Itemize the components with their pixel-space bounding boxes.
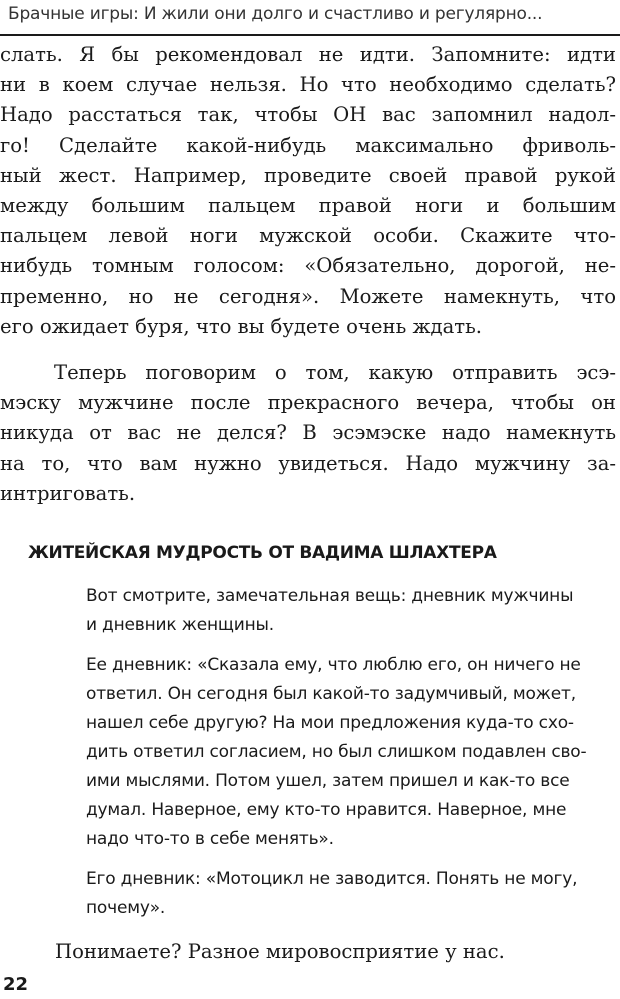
wisdom-paragraph [86, 865, 616, 923]
text-line: нибудь томным голосом: «Обязательно, дорогой, не- [0, 254, 616, 278]
text-line: интриговать. [0, 481, 136, 505]
text-line: никуда от вас не делся? В эсэмэске надо намекнуть [0, 421, 616, 445]
text-line: дить ответил согласием, но был слишком подавлен сво- [86, 742, 587, 762]
text-line: ответил. Он сегодня был какой-то задумчивый, может, [86, 684, 576, 704]
text-line: ни в коем случае нельзя. Но что необходимо сделать? [0, 73, 616, 97]
text-line: го! Сделайте какой-нибудь максимально фриволь- [0, 133, 616, 157]
text-line: пременно, но не сегодня». Можете намекнуть, что [0, 284, 616, 308]
text-line: Его дневник: «Мотоцикл не заводится. Понять не могу, [86, 869, 578, 889]
wisdom-paragraph [86, 651, 616, 854]
body-paragraph [0, 40, 616, 342]
text-line: думал. Наверное, ему кто-то нравится. Наверное, мне [86, 800, 567, 820]
body-text [0, 40, 616, 509]
text-line: Теперь поговорим о том, какую отправить эсэ- [54, 361, 616, 385]
text-line: слать. Я бы рекомендовал не идти. Запомните: идти [0, 43, 616, 66]
running-header: Брачные игры: И жили они долго и счастливо и регулярно... [8, 4, 543, 24]
closing-line: Понимаете? Разное мировосприятие у нас. [55, 940, 505, 963]
text-line: и дневник женщины. [86, 615, 274, 635]
text-line: надо что-то в себе менять». [86, 829, 334, 849]
text-line: почему». [86, 898, 166, 918]
text-line: мэску мужчине после прекрасного вечера, чтобы он [0, 391, 616, 415]
text-line: Ее дневник: «Сказала ему, что люблю его, он ничего не [86, 655, 581, 675]
wisdom-heading: ЖИТЕЙСКАЯ МУДРОСТЬ ОТ ВАДИМА ШЛАХТЕРА [28, 543, 497, 563]
text-line: ими мыслями. Потом ушел, затем пришел и как-то все [86, 771, 570, 791]
text-line: ный жест. Например, проведите своей правой рукой [0, 163, 616, 187]
text-line: Надо расстаться так, чтобы ОН вас запомнил надол- [0, 103, 616, 127]
text-line: его ожидает буря, что вы будете очень ждать. [0, 314, 482, 338]
text-line: на то, что вам нужно увидеться. Надо мужчину за- [0, 451, 616, 475]
body-paragraph [0, 358, 616, 509]
wisdom-box [86, 582, 616, 934]
header-divider [0, 34, 620, 36]
page-number: 22 [3, 974, 29, 995]
text-line: между большим пальцем правой ноги и большим [0, 194, 616, 218]
text-line: Вот смотрите, замечательная вещь: дневник мужчины [86, 586, 574, 606]
text-line: пальцем левой ноги мужской особи. Скажите что- [0, 224, 616, 248]
text-line: нашел себе другую? На мои предложения куда-то схо- [86, 713, 574, 733]
wisdom-paragraph [86, 582, 616, 640]
